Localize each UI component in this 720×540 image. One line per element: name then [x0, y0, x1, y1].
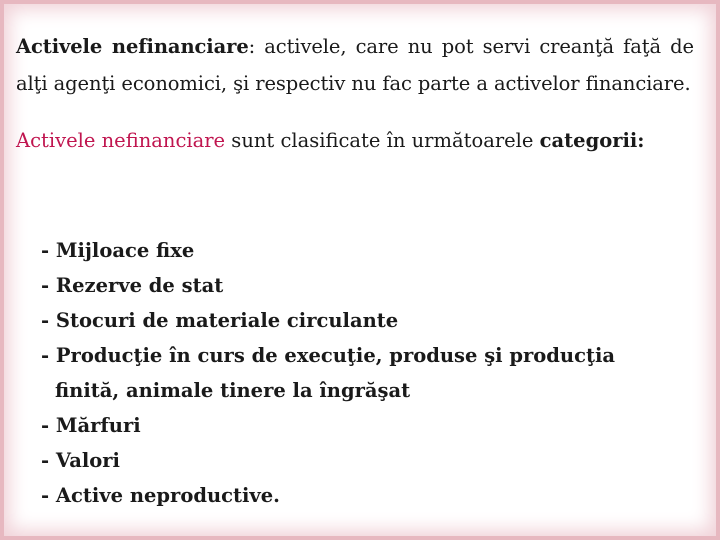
list-item-text: - Mărfuri	[41, 414, 141, 437]
list-item-text: - Active neproductive.	[41, 484, 280, 507]
definition-text: : activele, care nu pot servi creanţă faţă de alţi agenţi economici, şi respectiv nu fac parte a activelor financiare.	[16, 35, 694, 95]
list-item	[41, 443, 615, 478]
list-item-text: - Mijloace fixe	[41, 239, 195, 262]
classification-middle: sunt clasificate în următoarele	[225, 129, 540, 152]
category-list	[41, 233, 615, 513]
list-item	[41, 233, 615, 268]
definition-paragraph	[16, 28, 694, 102]
classification-sentence	[16, 126, 694, 156]
list-item	[41, 408, 615, 443]
classification-emphasis: categorii:	[539, 129, 645, 152]
list-item-text: - Producţie în curs de execuţie, produse şi producţia	[41, 344, 616, 367]
list-item-text: - Valori	[41, 449, 120, 472]
list-item	[41, 268, 615, 303]
list-item-text: - Stocuri de materiale circulante	[41, 309, 399, 332]
list-item	[41, 338, 615, 408]
slide-content	[16, 28, 694, 176]
list-item-text: - Rezerve de stat	[41, 274, 224, 297]
classification-term: Activele nefinanciare	[16, 129, 226, 152]
list-item	[41, 303, 615, 338]
list-item-continuation: finită, animale tinere la îngrăşat	[55, 379, 411, 402]
definition-term: Activele nefinanciare	[16, 35, 249, 58]
list-item	[41, 478, 615, 513]
